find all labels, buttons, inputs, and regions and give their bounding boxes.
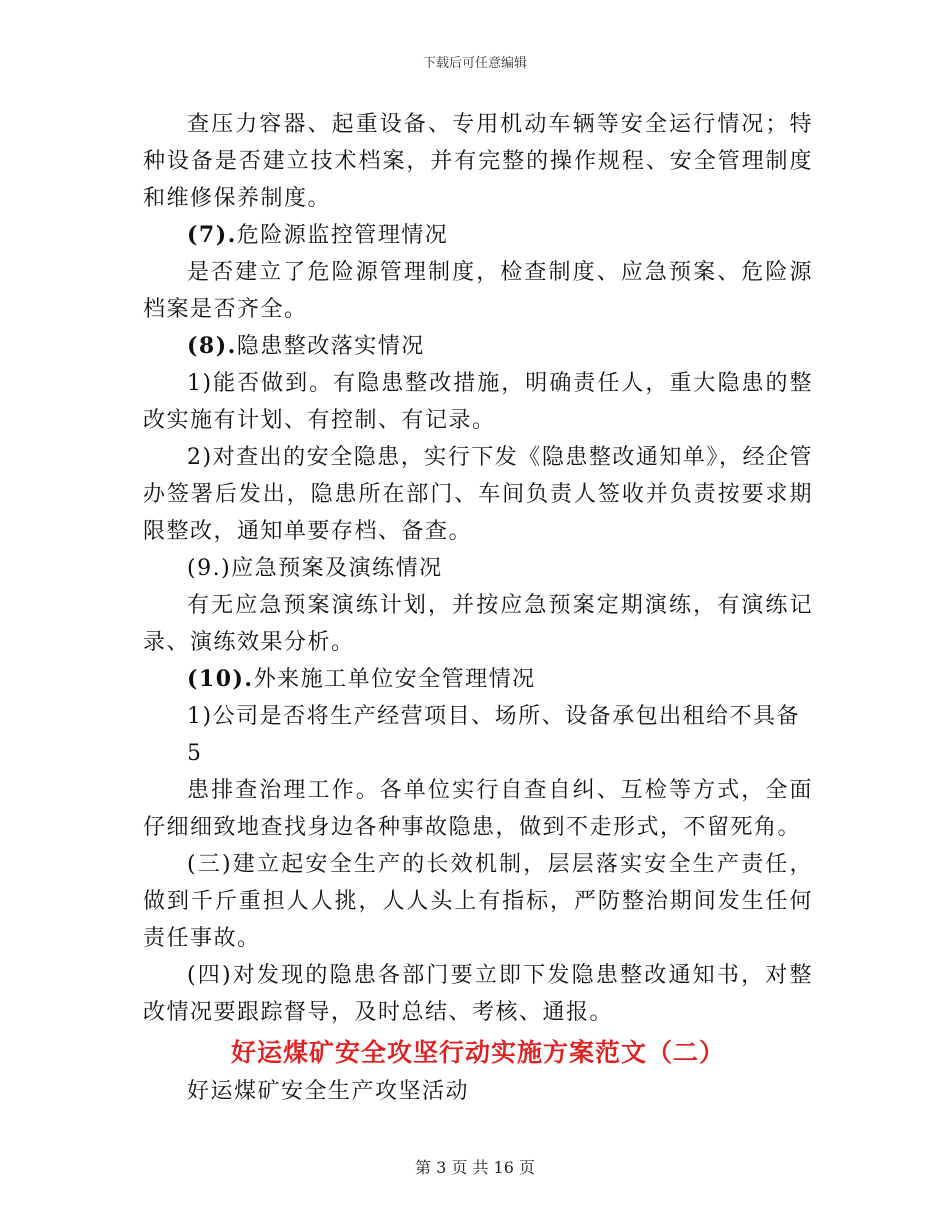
section-heading-text: 隐患整改落实情况 xyxy=(236,334,425,359)
section-heading-9: (9.)应急预案及演练情况 xyxy=(187,556,443,581)
paragraph: (四)对发现的隐患各部门要立即下发隐患整改通知书，对整改情况要跟踪督导，及时总结、考核、通报。 xyxy=(143,963,813,1025)
paragraph: 1)能否做到。有隐患整改措施，明确责任人，重大隐患的整改实施有计划、有控制、有记录。 xyxy=(143,371,813,433)
paragraph: 有无应急预案演练计划，并按应急预案定期演练，有演练记录、演练效果分析。 xyxy=(143,593,813,655)
document-body xyxy=(143,106,813,1110)
paragraph: 患排查治理工作。各单位实行自查自纠、互检等方式，全面仔细细致地查找身边各种事故隐患，做到不走形式，不留死角。 xyxy=(143,778,813,840)
section-number: (8). xyxy=(187,333,237,359)
section-heading-8 xyxy=(143,328,813,365)
section-heading-text: 外来施工单位安全管理情况 xyxy=(253,667,536,692)
paragraph: 好运煤矿安全生产攻坚活动 xyxy=(187,1079,470,1104)
section-heading-7 xyxy=(143,217,813,254)
paragraph: 是否建立了危险源管理制度，检查制度、应急预案、危险源档案是否齐全。 xyxy=(143,260,813,322)
page-number-inline: 5 xyxy=(187,741,203,766)
paragraph: 2)对查出的安全隐患，实行下发《隐患整改通知单》，经企管办签署后发出，隐患所在部门、车间负责人签收并负责按要求期限整改，通知单要存档、备查。 xyxy=(143,445,813,544)
section-number: (7). xyxy=(187,222,237,248)
page-footer: 第 3 页 共 16 页 xyxy=(415,1158,535,1177)
section-heading-10 xyxy=(143,661,813,698)
paragraph: (三)建立起安全生产的长效机制，层层落实安全生产责任，做到千斤重担人人挑，人人头上有指标，严防整治期间发生任何责任事故。 xyxy=(143,852,813,951)
section-heading-text: 危险源监控管理情况 xyxy=(236,223,449,248)
page-header: 下载后可任意编辑 xyxy=(422,56,527,71)
document-title: 好运煤矿安全攻坚行动实施方案范文（二） xyxy=(230,1038,725,1067)
paragraph: 查压力容器、起重设备、专用机动车辆等安全运行情况；特种设备是否建立技术档案，并有完整的操作规程、安全管理制度和维修保养制度。 xyxy=(143,112,813,211)
section-number: (10). xyxy=(187,666,254,692)
paragraph: 1)公司是否将生产经营项目、场所、设备承包出租给不具备 xyxy=(187,704,801,729)
